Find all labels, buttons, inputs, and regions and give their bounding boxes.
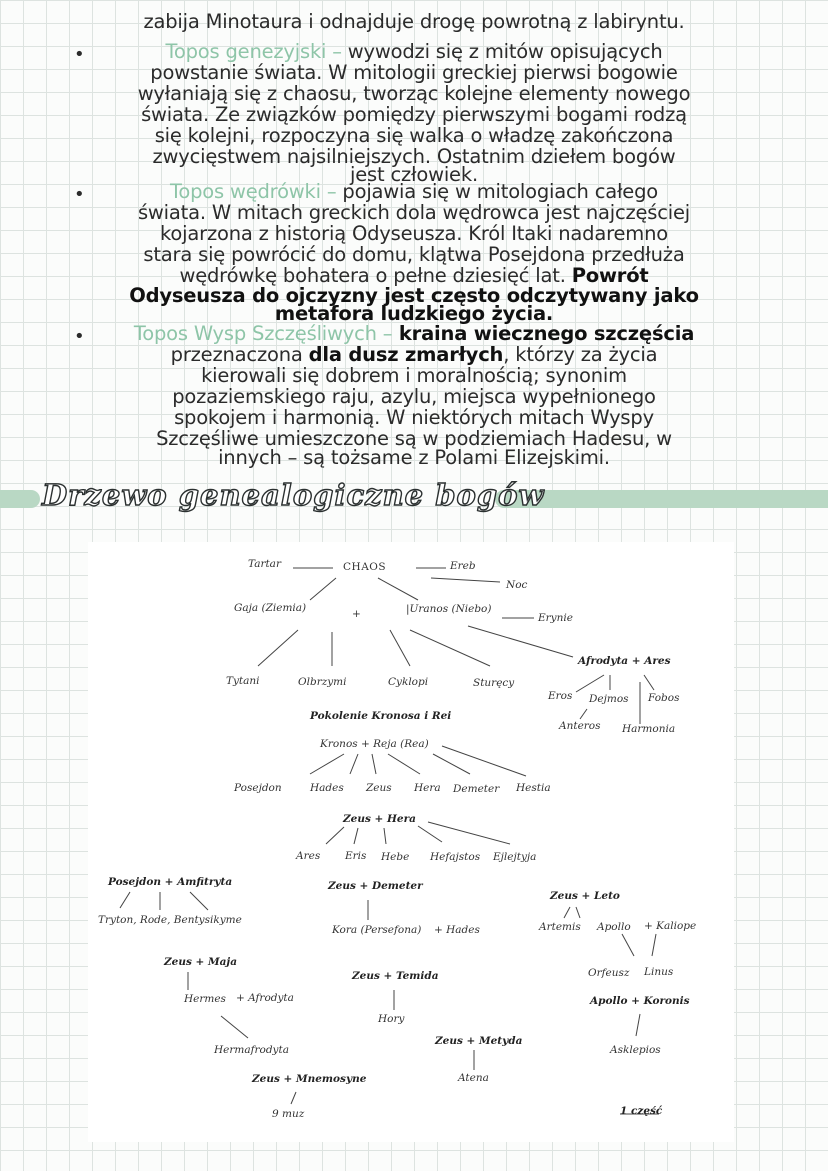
couple-zeus-hera: Zeus + Hera — [343, 813, 416, 825]
node-erynie: Erynie — [538, 612, 573, 624]
connector — [576, 675, 604, 692]
node-demeter: Demeter — [453, 783, 500, 795]
couple-apollo-koronis: Apollo + Koronis — [590, 995, 690, 1007]
node-ereb: Ereb — [450, 560, 476, 572]
plus-sign: + — [352, 608, 361, 620]
node-fobos: Fobos — [648, 692, 680, 704]
node-uranos: |Uranos (Niebo) — [406, 603, 492, 615]
node-eros: Eros — [548, 690, 573, 702]
connector — [350, 754, 358, 774]
node-gaja: Gaja (Ziemia) — [234, 602, 307, 614]
connector — [644, 675, 654, 690]
notes-line: kierowali się dobrem i moralnością; synonim — [201, 364, 627, 387]
topic-label: Topos wędrówki – — [169, 180, 337, 203]
topic-label: Topos Wysp Szczęśliwych – — [133, 322, 393, 345]
notes-line: zabija Minotaura i odnajduje drogę powrotną z labiryntu. — [143, 10, 685, 33]
generation-heading: Pokolenie Kronosa i Rei — [310, 710, 452, 722]
node-hera: Hera — [414, 782, 441, 794]
notes-line: przeznaczona dla dusz zmarłych, którzy za życia — [170, 343, 658, 366]
connector — [372, 754, 376, 774]
node-zeus: Zeus — [366, 782, 392, 794]
node-ares: Ares — [296, 850, 321, 862]
connector — [310, 578, 336, 600]
connector — [384, 828, 386, 844]
couple-zeus-maja: Zeus + Maja — [164, 956, 238, 968]
couple-zeus-demeter: Zeus + Demeter — [328, 880, 423, 892]
node-kora: Kora (Persefona) — [332, 924, 422, 936]
notes-line: kojarzona z historią Odyseusza. Król Itaki nadaremno — [160, 222, 668, 245]
bullet-icon: • — [74, 326, 85, 347]
connector — [326, 827, 344, 844]
node-hory: Hory — [378, 1013, 405, 1025]
connector — [354, 828, 358, 844]
node-9-muz: 9 muz — [272, 1108, 305, 1120]
connector — [221, 1016, 248, 1038]
notes-line: Szczęśliwe umieszczone są w podziemiach Hadesu, w — [156, 427, 672, 450]
connector — [378, 578, 418, 600]
banner-bar-left — [0, 490, 40, 508]
notes-line: innych – są tożsame z Polami Elizejskimi. — [218, 446, 610, 469]
connector — [468, 626, 573, 657]
connector — [576, 907, 580, 918]
node-olbrzymi: Olbrzymi — [298, 676, 347, 688]
notes-line: świata. W mitach greckich dola wędrowca jest najczęściej — [137, 201, 691, 224]
node-orfeusz: Orfeusz — [588, 967, 630, 979]
connector — [291, 1092, 296, 1104]
node-dejmos: Dejmos — [589, 693, 629, 705]
node-tryton-rode-bentysikyme: Tryton, Rode, Bentysikyme — [98, 914, 242, 926]
node-noc: Noc — [506, 579, 528, 591]
node-cyklopi: Cyklopi — [388, 676, 429, 688]
bullet-icon: • — [74, 44, 85, 65]
node-atena: Atena — [458, 1072, 489, 1084]
node-hermes: Hermes — [184, 993, 226, 1005]
notes-line-bold: metafora ludzkiego życia. — [274, 302, 554, 325]
notes-line-bold: Odyseusza do ojczyzny jest często odczytywany jako — [129, 284, 699, 307]
notes-line: wędrówkę bohatera o pełne dziesięć lat. Powrót — [179, 264, 649, 287]
node-eris: Eris — [345, 850, 367, 862]
node-apollo: Apollo — [597, 921, 631, 933]
node-hades: Hades — [310, 782, 344, 794]
notes-line: spokojem i harmonią. W niektórych mitach Wyspy — [174, 406, 654, 429]
connector — [580, 709, 587, 719]
node-anteros: Anteros — [559, 720, 601, 732]
notes-line: jest człowiek. — [350, 163, 478, 186]
couple-zeus-leto: Zeus + Leto — [550, 890, 620, 902]
bullet-icon: • — [74, 184, 85, 205]
node-hebe: Hebe — [381, 851, 410, 863]
node-chaos: CHAOS — [343, 561, 387, 573]
notes-line: zwycięstwem najsilniejszych. Ostatnim dziełem bogów — [152, 145, 676, 168]
topic-label: Topos genezyjski – — [165, 40, 342, 63]
connector — [564, 907, 570, 918]
notes-line: pozaziemskiego raju, azylu, miejsca wypełnionego — [172, 385, 656, 408]
connector — [120, 892, 130, 908]
notes-line: się kolejni, rozpoczyna się walka o władzę zakończona — [154, 124, 674, 147]
couple-zeus-mnemosyne: Zeus + Mnemosyne — [252, 1073, 367, 1085]
node-hermafrodyta: Hermafrodyta — [214, 1044, 289, 1056]
topos-wedrowki-line: Topos wędrówki – pojawia się w mitologiach całego — [169, 180, 659, 203]
connector — [433, 754, 470, 774]
notes-line: stara się powrócić do domu, klątwa Posejdona przedłuża — [143, 243, 685, 266]
connector — [636, 1014, 640, 1036]
connector — [652, 934, 656, 956]
couple-posejdon-amfitryta: Posejdon + Amfitryta — [108, 876, 233, 888]
node-plus-afrodyta: + Afrodyta — [236, 992, 294, 1004]
node-harmonia: Harmonia — [622, 723, 676, 735]
notes-line: powstanie świata. W mitologii greckiej pierwsi bogowie — [150, 61, 678, 84]
node-hestia: Hestia — [516, 782, 551, 794]
couple-kronos-reja: Kronos + Reja (Rea) — [320, 738, 429, 750]
topos-wysp-line: Topos Wysp Szczęśliwych – kraina wiecznego szczęścia — [133, 322, 695, 345]
node-posejdon: Posejdon — [234, 782, 282, 794]
connector — [442, 746, 526, 776]
node-hefajstos: Hefajstos — [430, 851, 481, 863]
connector — [410, 630, 490, 666]
connector — [388, 754, 420, 774]
connector — [190, 892, 208, 910]
part-label: 1 część — [620, 1105, 663, 1117]
node-plus-hades: + Hades — [434, 924, 480, 936]
section-title: Drzewo genealogiczne bogów — [42, 478, 545, 512]
connector — [622, 934, 634, 956]
notes-line: wyłaniają się z chaosu, tworząc kolejne elementy nowego — [137, 82, 691, 105]
connector — [418, 826, 442, 842]
couple-zeus-temida: Zeus + Temida — [352, 970, 439, 982]
connector — [431, 578, 500, 582]
node-asklepios: Asklepios — [610, 1044, 661, 1056]
banner-bar-right — [495, 490, 828, 508]
couple-zeus-metyda: Zeus + Metyda — [435, 1035, 523, 1047]
family-tree — [88, 542, 734, 1142]
connector — [258, 630, 298, 666]
node-plus-kaliope: + Kaliope — [644, 920, 697, 932]
notes-line: świata. Ze związków pomiędzy pierwszymi bogami rodzą — [141, 103, 687, 126]
node-tytani: Tytani — [226, 675, 260, 687]
connector — [390, 630, 410, 666]
topos-genezyjski-line: Topos genezyjski – wywodzi się z mitów opisujących — [165, 40, 663, 63]
connector — [310, 754, 344, 774]
node-sturecy: Sturęcy — [473, 677, 515, 689]
couple-afrodyta-ares: Afrodyta + Ares — [578, 655, 671, 667]
node-tartar: Tartar — [248, 558, 281, 570]
node-ejlejtyja: Ejlejtyja — [493, 851, 537, 863]
node-linus: Linus — [644, 966, 674, 978]
node-artemis: Artemis — [539, 921, 581, 933]
